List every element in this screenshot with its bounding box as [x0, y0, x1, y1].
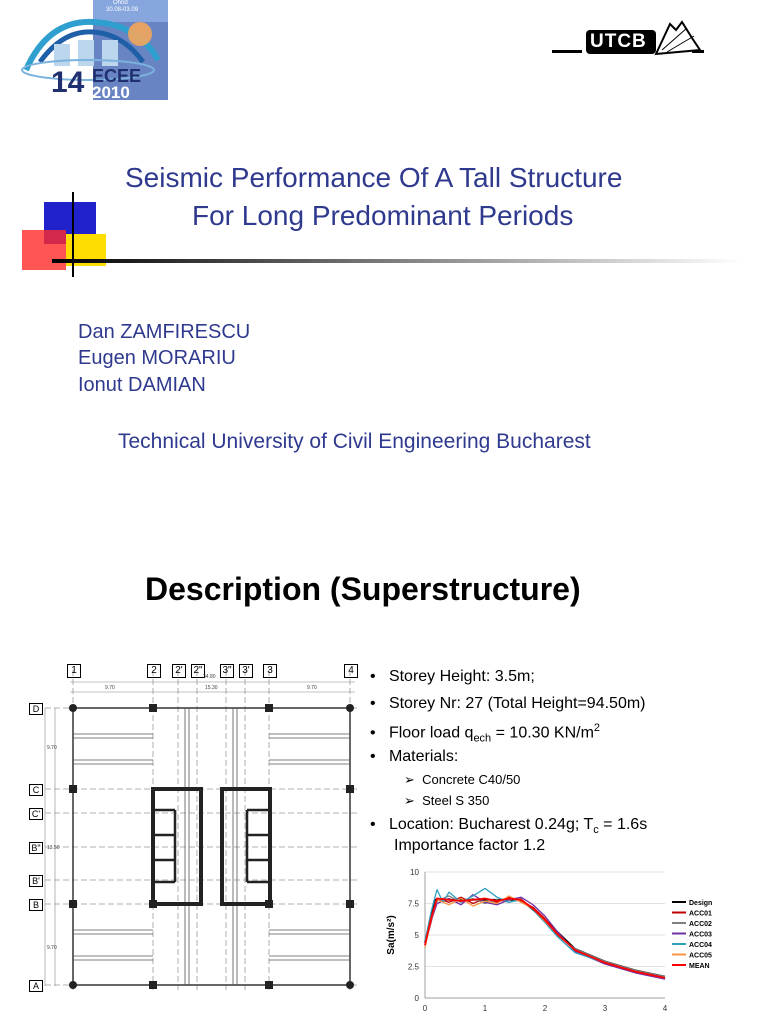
slide-title-line1: Seismic Performance Of A Tall Structure	[125, 162, 623, 193]
chart-legend-label: ACC03	[689, 931, 712, 939]
plan-axis-left-D: D	[29, 703, 43, 715]
chart-xtick-label: 0	[422, 1004, 428, 1013]
plan-axis-top-6: 3'	[239, 664, 253, 678]
floor-load-sub: ech	[473, 732, 492, 745]
bullet-storey-nr-text: Storey Nr: 27 (Total Height=94.50m)	[388, 695, 646, 712]
chart-series-acc02	[425, 896, 665, 977]
chart-legend-label: MEAN	[689, 963, 710, 970]
chart-xtick-label: 4	[662, 1004, 668, 1013]
conference-logo	[18, 0, 168, 100]
plan-axis-left-A: A	[29, 980, 43, 992]
plan-axis-top-2: 2	[147, 664, 161, 678]
bullet-list	[370, 668, 765, 858]
utcb-logo	[552, 20, 707, 60]
chart-ytick-label: 0	[414, 994, 419, 1003]
author-3: Ionut DAMIAN	[78, 374, 206, 396]
chart-series-acc01	[425, 897, 665, 978]
location-value: = 1.6s	[598, 816, 648, 833]
location-prefix: Location: Bucharest 0.24g; T	[388, 816, 594, 833]
plan-axis-top-1: 1	[67, 664, 81, 678]
bullet-concrete: ➢ Concrete C40/50	[404, 772, 521, 787]
plan-dim-total: 34.80	[203, 674, 216, 680]
chart-ytick-label: 7.5	[407, 899, 419, 909]
chart-ylabel: Sa(m/s²)	[386, 915, 397, 955]
conference-dates: 30.08-03.09	[106, 7, 139, 13]
plan-axis-top-8: 4	[344, 664, 358, 678]
chart-legend-label: ACC04	[689, 942, 712, 949]
plan-axis-left-B1: B'	[29, 875, 43, 887]
conference-place: Ohrid	[113, 0, 128, 6]
chart-series-acc05	[425, 896, 665, 978]
plan-axis-top-5: 3"	[220, 664, 234, 678]
chart-ytick-label: 10	[410, 868, 419, 877]
chart-xtick-label: 3	[602, 1004, 608, 1013]
chart-series-mean	[425, 898, 665, 977]
bullet-storey-nr: • Storey Nr: 27 (Total Height=94.50m)	[370, 695, 646, 712]
spectra-chart-svg	[380, 862, 725, 1022]
bullet-storey-height: • Storey Height: 3.5m;	[370, 668, 535, 685]
plan-axis-top-4: 2"	[191, 664, 205, 678]
spectra-chart	[380, 862, 725, 1022]
plan-dim-top-3: 9.70	[307, 685, 317, 691]
floor-load-prefix: Floor load q	[388, 724, 474, 742]
conference-year: 2010	[92, 83, 130, 102]
bullet-storey-height-text: Storey Height: 3.5m;	[388, 668, 535, 685]
chart-legend-label: ACC01	[689, 910, 712, 918]
utcb-logo-text: UTCB	[590, 31, 647, 52]
floor-load-sup: 2	[593, 722, 601, 734]
floor-plan	[25, 660, 365, 994]
plan-axis-left-C1: C'	[29, 808, 43, 820]
plan-axis-left-C: C	[29, 784, 43, 796]
floor-plan-drawing	[25, 660, 365, 994]
chart-ytick-label: 2.5	[407, 962, 419, 972]
bullet-importance: Importance factor 1.2	[394, 837, 546, 854]
plan-axis-left-B2: B"	[29, 842, 43, 854]
conference-name: ECEE	[92, 66, 142, 86]
plan-axis-top-3: 2'	[172, 664, 186, 678]
university-name: Technical University of Civil Engineering Bucharest	[118, 430, 591, 453]
chart-ytick-label: 5	[414, 931, 419, 940]
bullet-materials: • Materials:	[370, 748, 459, 765]
chart-legend-label: ACC05	[689, 952, 712, 960]
slide-title-line2: For Long Predominant Periods	[192, 200, 574, 231]
bullet-location: • Location: Bucharest 0.24g; $T_c = 1.6s$	[370, 816, 648, 837]
bullet-floor-load: • Floor load $q_{ech} = 10.30$ $KN/m^2$	[370, 722, 601, 745]
author-2: Eugen MORARIU	[78, 347, 236, 369]
floor-load-value: = 10.30 KN/m	[491, 724, 594, 742]
plan-dim-top-2: 15.30	[205, 685, 218, 691]
chart-xtick-label: 2	[542, 1004, 548, 1013]
location-sub: c	[593, 824, 599, 837]
bullet-steel: ➢ Steel S 350	[404, 793, 490, 808]
bullet-steel-text: Steel S 350	[422, 793, 490, 808]
author-1: Dan ZAMFIRESCU	[78, 321, 251, 343]
plan-axis-left-B: B	[29, 899, 43, 911]
chart-legend-label: ACC02	[689, 921, 712, 928]
plan-dim-left-1: 9.70	[47, 745, 57, 751]
plan-dim-left-3: 9.70	[47, 945, 57, 951]
conference-number: 14	[51, 66, 85, 99]
bullet-concrete-text: Concrete C40/50	[422, 772, 521, 787]
plan-axis-top-7: 3	[263, 664, 277, 678]
plan-dim-left-2: 13.50	[47, 845, 60, 851]
bullet-materials-text: Materials:	[388, 748, 459, 765]
slide2-heading: Description (Superstructure)	[145, 571, 581, 607]
plan-dim-top-1: 9.70	[105, 685, 115, 691]
chart-xtick-label: 1	[482, 1004, 488, 1013]
chart-series-design	[425, 900, 665, 977]
chart-legend-label: Design	[689, 900, 713, 907]
